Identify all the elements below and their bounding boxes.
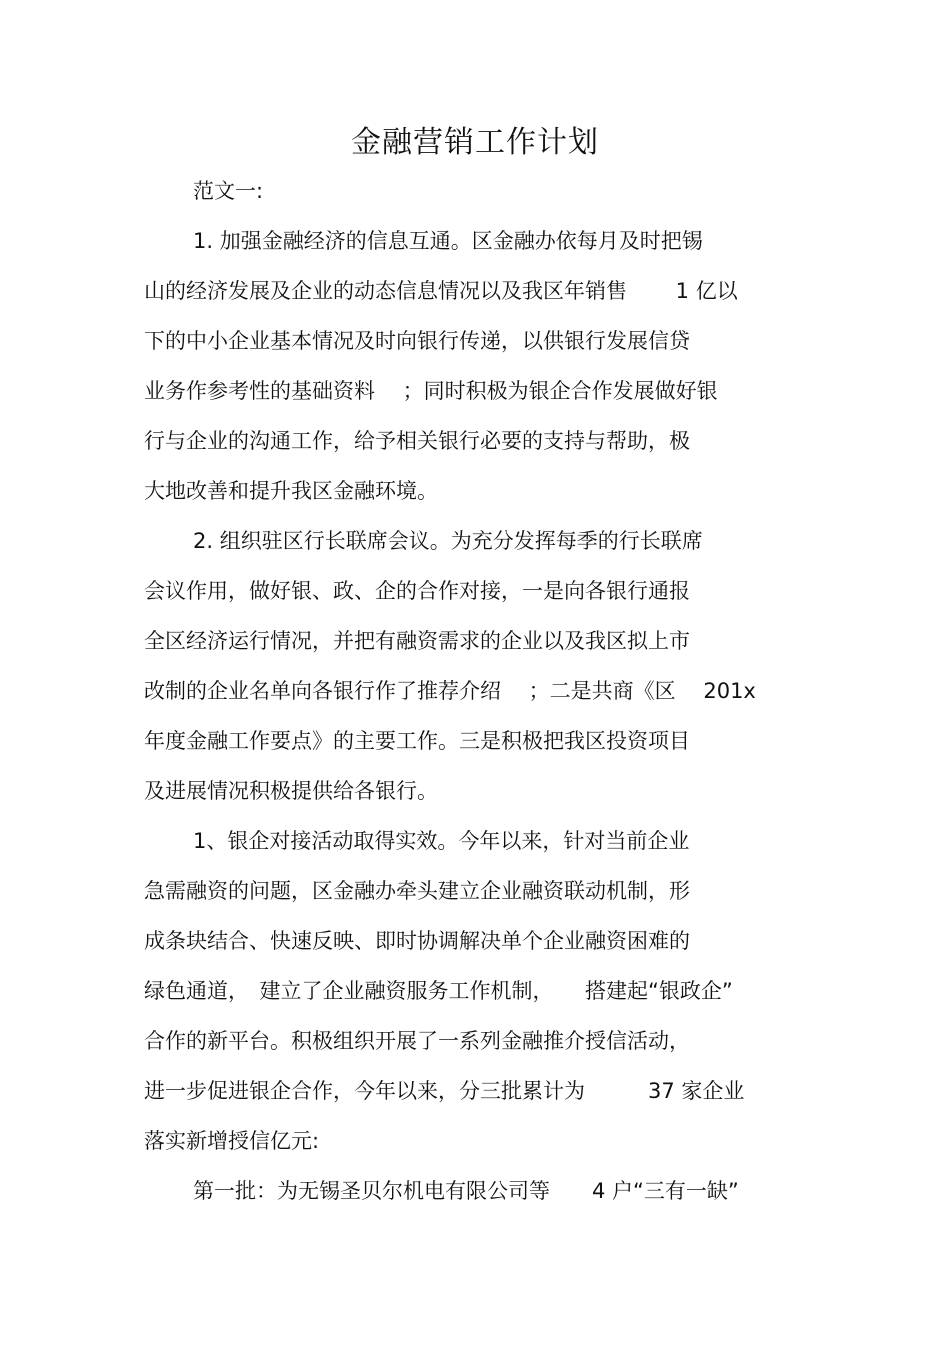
paragraph-line: 1、银企对接活动取得实效。今年以来，针对当前企业 [193, 829, 690, 853]
paragraph-line: 落实新增授信亿元: [144, 1129, 320, 1153]
document-title: 金融营销工作计划 [351, 125, 599, 160]
paragraph-line: 行与企业的沟通工作，给予相关银行必要的支持与帮助，极 [144, 429, 690, 453]
paragraph-line: 2. 组织驻区行长联席会议。为充分发挥每季的行长联席 [193, 529, 703, 553]
paragraph-line: 业务作参考性的基础资料 ；同时积极为银企合作发展做好银 [144, 379, 718, 403]
paragraph-line: 及进展情况积极提供给各银行。 [144, 779, 438, 803]
paragraph-line: 下的中小企业基本情况及时向银行传递，以供银行发展信贷 [144, 329, 690, 353]
paragraph-line: 成条块结合、快速反映、即时协调解决单个企业融资困难的 [144, 929, 690, 953]
paragraph-line: 年度金融工作要点》的主要工作。三是积极把我区投资项目 [144, 729, 690, 753]
paragraph-line: 山的经济发展及企业的动态信息情况以及我区年销售 1 亿以 [144, 279, 738, 303]
paragraph-line: 会议作用，做好银、政、企的合作对接，一是向各银行通报 [144, 579, 690, 603]
section-label: 范文一: [193, 179, 264, 203]
paragraph-line: 第一批：为无锡圣贝尔机电有限公司等 4 户“三有一缺” [193, 1179, 739, 1203]
paragraph-line: 1. 加强金融经济的信息互通。区金融办依每月及时把锡 [193, 229, 703, 253]
paragraph-line: 改制的企业名单向各银行作了推荐介绍 ；二是共商《区 201x [144, 679, 756, 703]
paragraph-line: 绿色通道， 建立了企业融资服务工作机制， 搭建起“银政企” [144, 979, 733, 1003]
paragraph-line: 急需融资的问题，区金融办牵头建立企业融资联动机制，形 [144, 879, 690, 903]
paragraph-line: 大地改善和提升我区金融环境。 [144, 479, 438, 503]
paragraph-line: 合作的新平台。积极组织开展了一系列金融推介授信活动， [144, 1029, 690, 1053]
paragraph-line: 进一步促进银企合作，今年以来，分三批累计为 37 家企业 [144, 1079, 745, 1103]
paragraph-line: 全区经济运行情况，并把有融资需求的企业以及我区拟上市 [144, 629, 690, 653]
